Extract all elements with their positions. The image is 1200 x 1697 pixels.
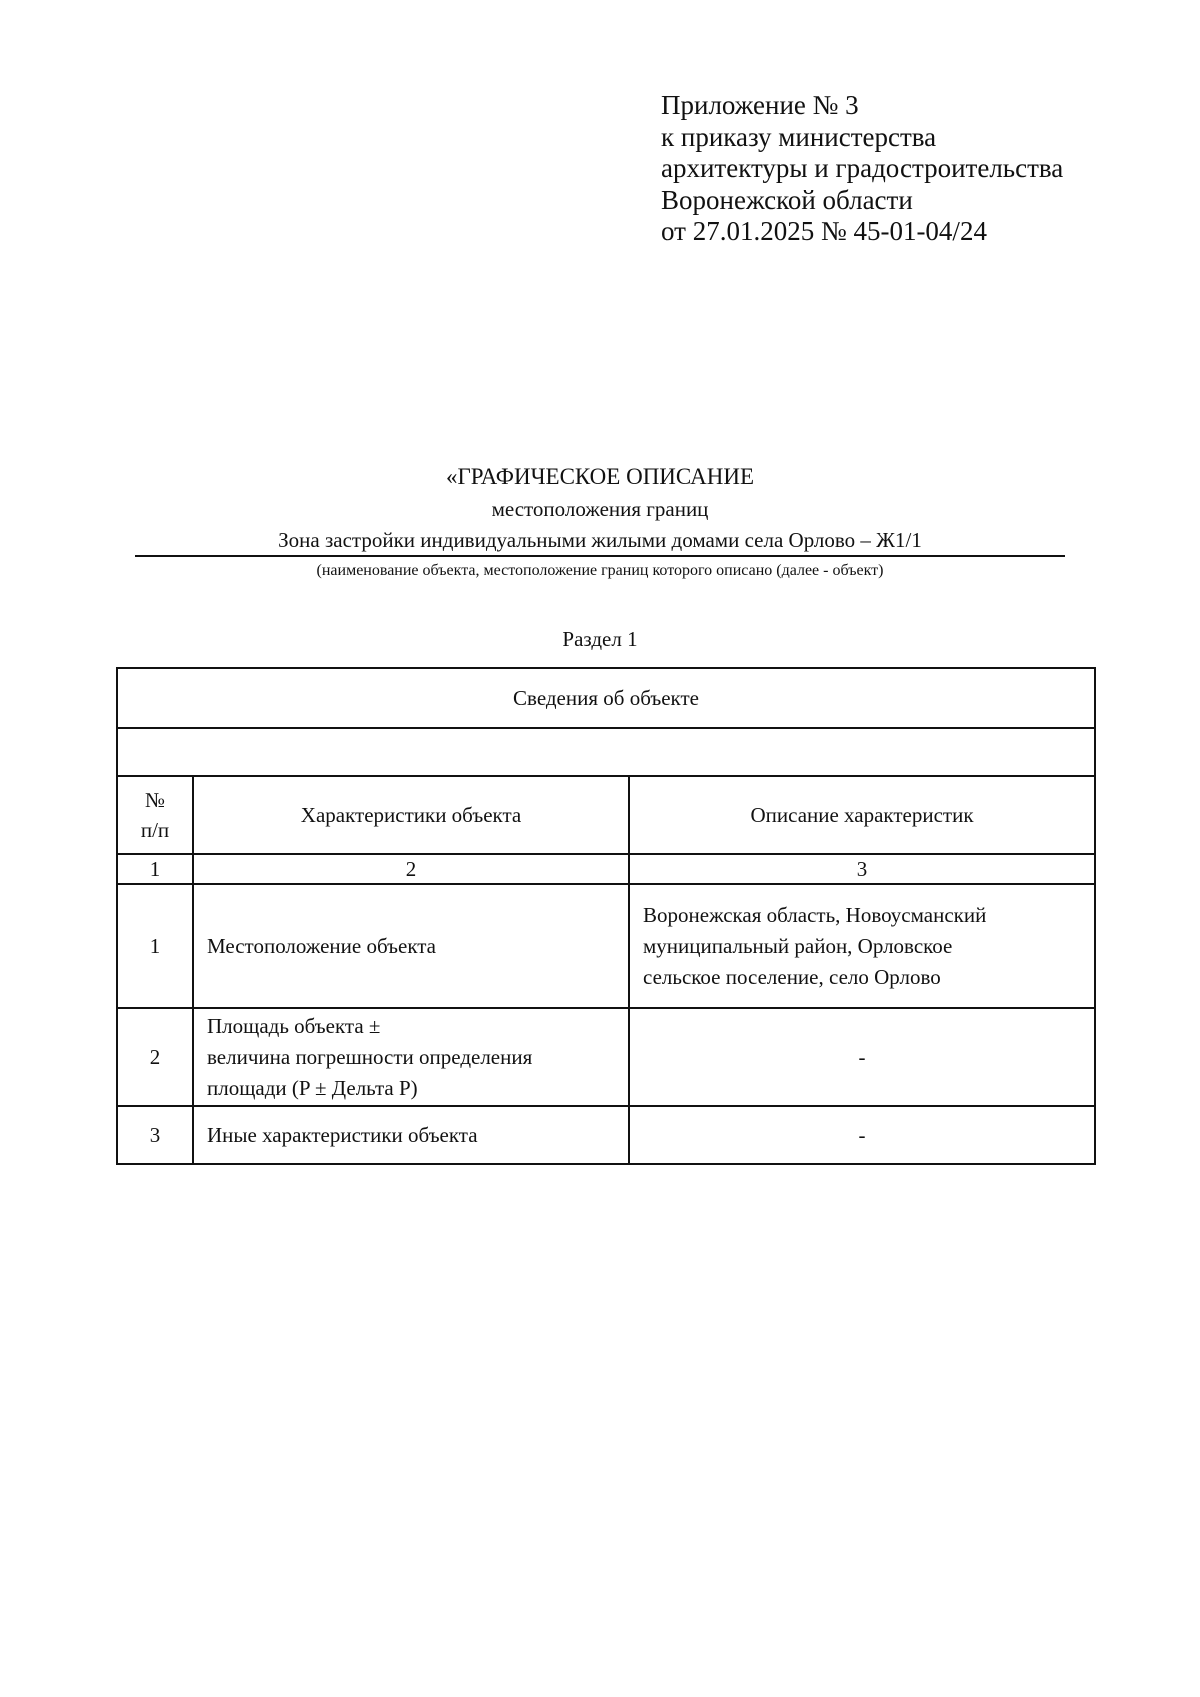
- description-line: -: [858, 1044, 866, 1069]
- row-number: 1: [117, 884, 193, 1008]
- row-number: 3: [117, 1106, 193, 1164]
- row-characteristic: [193, 1106, 629, 1164]
- table-empty-row: [117, 728, 1095, 776]
- appendix-header: [661, 90, 1063, 248]
- column-numbers-row: [117, 854, 1095, 884]
- header-description: Описание характеристик: [629, 776, 1095, 854]
- object-name: Зона застройки индивидуальными жилыми домами села Орлово – Ж1/1: [135, 526, 1065, 557]
- appendix-line: к приказу министерства: [661, 121, 937, 152]
- appendix-line: архитектуры и градостроительства: [661, 153, 1064, 183]
- row-description: [629, 884, 1095, 1008]
- header-number: [117, 776, 193, 854]
- description-line: муниципальный район, Орловское: [643, 933, 953, 958]
- column-number: 3: [629, 854, 1095, 884]
- description-line: -: [858, 1122, 866, 1147]
- appendix-line: от 27.01.2025 № 45-01-04/24: [661, 216, 987, 246]
- table-empty-cell: [117, 728, 1095, 776]
- document-subtitle: местоположения границ: [491, 497, 709, 521]
- characteristic-line: величина погрешности определения: [207, 1044, 533, 1069]
- table-title: Сведения об объекте: [117, 668, 1095, 728]
- section-label: Раздел 1: [562, 627, 638, 651]
- table-header-row: [117, 776, 1095, 854]
- row-number: 2: [117, 1008, 193, 1106]
- object-name-caption: (наименование объекта, местоположение границ которого описано (далее - объект): [316, 562, 884, 579]
- document-title: «ГРАФИЧЕСКОЕ ОПИСАНИЕ: [445, 464, 754, 489]
- title-block: [120, 462, 1080, 582]
- header-characteristics: Характеристики объекта: [193, 776, 629, 854]
- characteristic-line: Местоположение объекта: [207, 933, 437, 958]
- description-line: сельское поселение, село Орлово: [643, 964, 941, 989]
- characteristic-line: Площадь объекта ±: [207, 1013, 381, 1038]
- table-row: [117, 1008, 1095, 1106]
- header-number-line2: п/п: [140, 818, 170, 842]
- header-number-line1: №: [144, 788, 166, 812]
- table-row: [117, 884, 1095, 1008]
- table-title-row: [117, 668, 1095, 728]
- object-info-table: [116, 667, 1096, 1165]
- appendix-line: Приложение № 3: [661, 90, 859, 120]
- row-description: [629, 1008, 1095, 1106]
- row-description: [629, 1106, 1095, 1164]
- row-characteristic: [193, 1008, 629, 1106]
- column-number: 1: [117, 854, 193, 884]
- table-row: [117, 1106, 1095, 1164]
- characteristic-line: площади (P ± Дельта P): [207, 1075, 418, 1100]
- characteristic-line: Иные характеристики объекта: [207, 1122, 478, 1147]
- description-line: Воронежская область, Новоусманский: [643, 902, 987, 927]
- row-characteristic: [193, 884, 629, 1008]
- appendix-line: Воронежской области: [661, 184, 913, 215]
- column-number: 2: [193, 854, 629, 884]
